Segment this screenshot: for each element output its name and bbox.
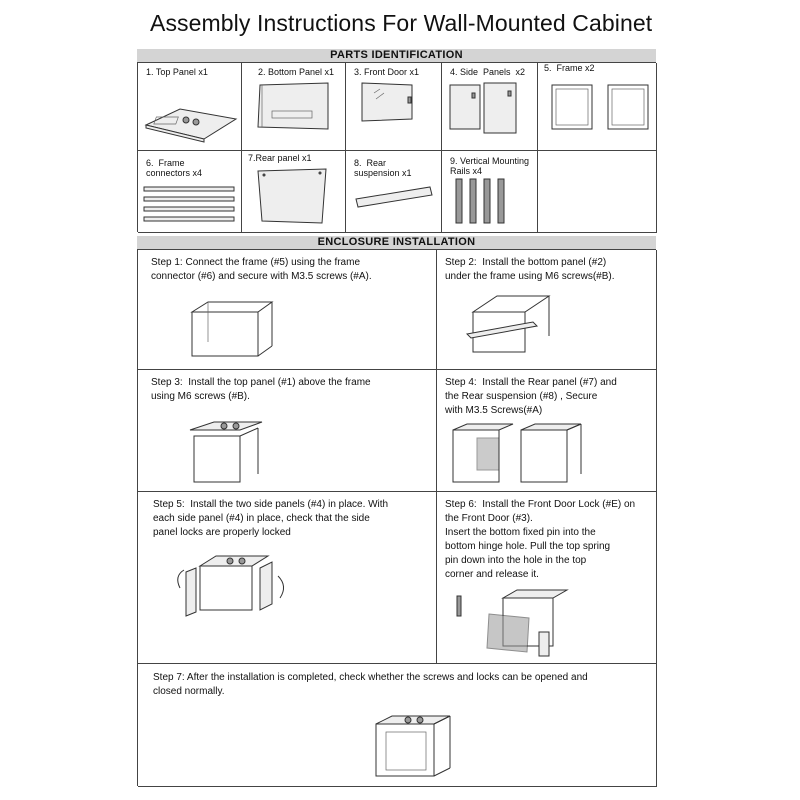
step-7-illustration [138,664,657,787]
part-label: 9. Vertical Mounting Rails x4 [450,156,530,176]
step-text: Step 6: Install the Front Door Lock (#E) on the Front Door (#3). Insert the bottom fixed pin into the bottom hinge hole. Pull the top spring pin down into the hole in the top corner and release it. [445,499,636,580]
part-label: 6. Frame connectors x4 [146,158,203,178]
bottom-panel-illustration [242,63,346,151]
part-label: 4. Side Panels x2 [450,67,526,77]
step-text: Step 5: Install the two side panels (#4) in place. With each side panel (#4) in place, check that the side panel locks are properly locked [153,499,389,538]
rear-panel-illustration [242,151,346,233]
part-label: 3. Front Door x1 [354,67,420,77]
step-5 [138,492,437,664]
parts-grid [137,62,656,232]
step-1-illustration [138,250,437,370]
step-2-illustration [437,250,657,370]
step-3-illustration [138,370,437,492]
step-2 [437,250,657,370]
page-title: Assembly Instructions For Wall-Mounted Cabinet [150,10,653,36]
step-text: Step 7: After the installation is completed, check whether the screws and locks can be opened and closed normally. [153,672,588,697]
part-label: 8. Rear suspension x1 [354,158,412,178]
frame-illustration [538,63,657,151]
frame-connectors-illustration [138,151,242,233]
vertical-rails-illustration [442,151,538,233]
step-4-illustration [437,370,657,492]
part-top-panel [138,63,242,151]
step-7 [138,664,657,787]
part-label: 7.Rear panel x1 [248,153,312,163]
parts-header: PARTS IDENTIFICATION [137,49,656,62]
step-text: Step 3: Install the top panel (#1) above the frame using M6 screws (#B). [151,377,371,402]
part-front-door [346,63,442,151]
step-6-illustration [437,492,657,664]
part-label: 1. Top Panel x1 [146,67,208,77]
part-empty [538,151,657,233]
part-label: 5. Frame x2 [544,63,595,73]
top-panel-illustration [138,63,242,151]
step-4 [437,370,657,492]
step-3 [138,370,437,492]
front-door-illustration [346,63,442,151]
install-grid [137,249,656,786]
part-rear-panel [242,151,346,233]
step-1 [138,250,437,370]
step-5-illustration [138,492,437,664]
part-vertical-rails [442,151,538,233]
step-text: Step 1: Connect the frame (#5) using the frame connector (#6) and secure with M3.5 screws (#A). [151,257,372,282]
install-header: ENCLOSURE INSTALLATION [137,236,656,249]
part-frame [538,63,657,151]
step-text: Step 4: Install the Rear panel (#7) and the Rear suspension (#8) , Secure with M3.5 Screws(#A) [445,377,617,416]
part-label: 2. Bottom Panel x1 [258,67,335,77]
part-rear-suspension [346,151,442,233]
part-frame-connectors [138,151,242,233]
side-panels-illustration [442,63,538,151]
rear-suspension-illustration [346,151,442,233]
step-6 [437,492,657,664]
part-side-panels [442,63,538,151]
step-text: Step 2: Install the bottom panel (#2) under the frame using M6 screws(#B). [445,257,615,282]
part-bottom-panel [242,63,346,151]
